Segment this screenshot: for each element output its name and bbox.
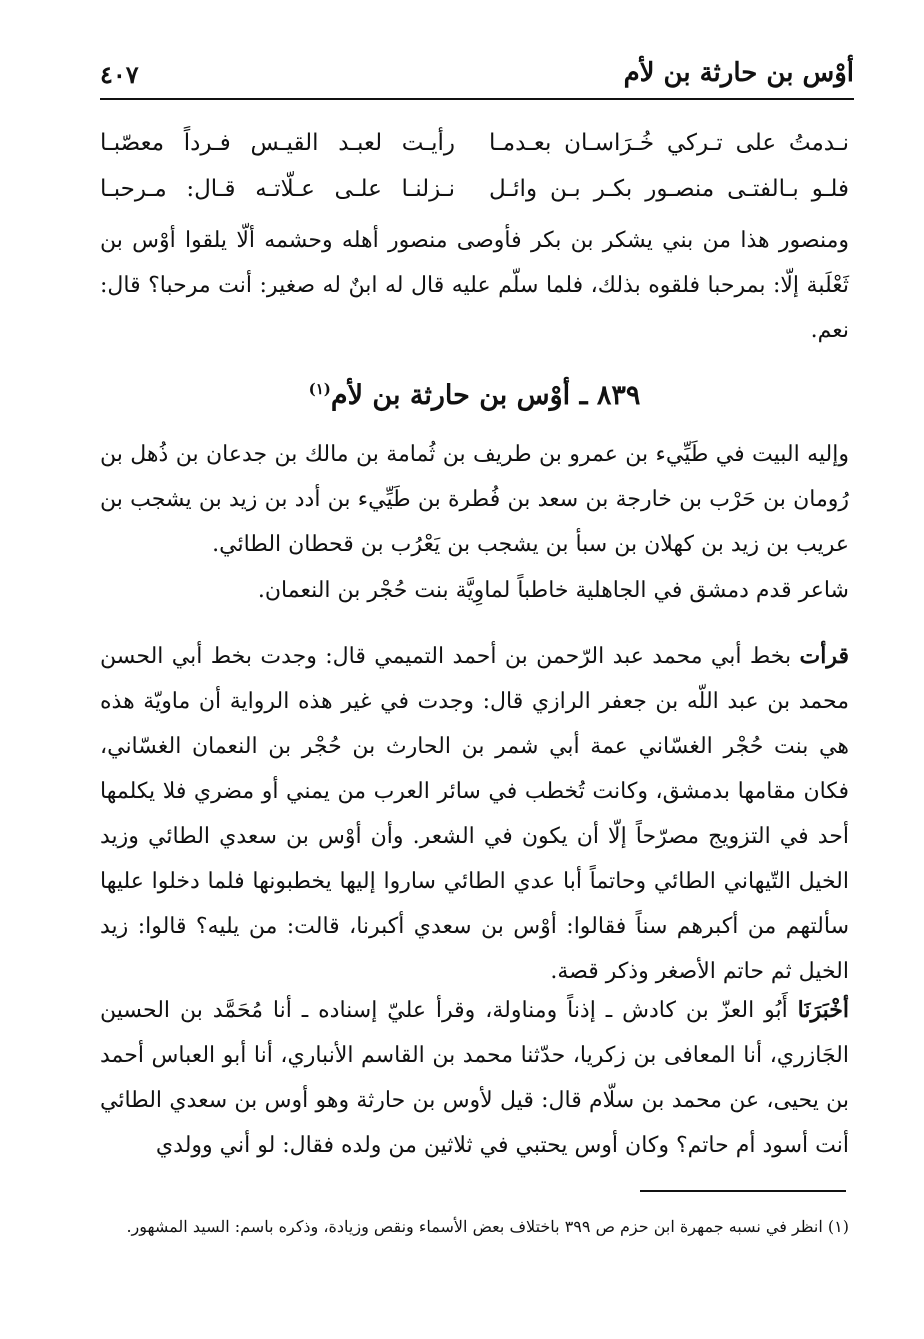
verse-hemistich-second: رأيـت لعبـد القيـس فـرداً معصّبـا <box>100 130 455 156</box>
running-title: أوْس بن حارثة بن لأم <box>623 58 854 88</box>
footnote: (١) انظر في نسبه جمهرة ابن حزم ص ٣٩٩ باختلاف بعض الأسماء ونقص وزيادة، وذكره باسم: السيد المشهور. <box>126 1217 849 1236</box>
footnote-ref: (١) <box>308 380 331 398</box>
footnote-rule <box>640 1190 846 1192</box>
verse-line <box>100 130 849 170</box>
entry-heading <box>100 380 849 411</box>
verse-hemistich-first: نـدمتُ على تـركي خُـرَاسـان بعـدمـا <box>489 130 849 156</box>
paragraph-body: بخط أبي محمد عبد الرّحمن بن أحمد التميمي قال: وجدت بخط أبي الحسن محمد بن عبد اللّه بن جعفر الرازي قال: وجدت في غير هذه الرواية أن ماويّة هذه هي بنت حُجْر الغسّاني عمة أبي شمر بن الحارث بن حُجْر بن النعمان الغسّاني، فكان مقامها بدمشق، وكانت تُخطب في سائر العرب من يمني أو مضري فلا يكلمها أحد في التزويج مصرّحاً إلّا أن يكون في الشعر. وأن أوْس بن سعدي الطائي وزيد الخيل التّيهاني الطائي وحاتماً أبا عدي الطائي ساروا إليها يخطبونها فلما دخلوا عليها سألتهم من أكبرهم سناً فقالوا: أوْس بن سعدي أكبرنا، قالت: من يليه؟ قالوا: زيد الخيل ثم حاتم الأصغر وذكر قصة. <box>100 644 849 984</box>
running-header <box>100 58 854 98</box>
entry-heading-text: ٨٣٩ ـ أوْس بن حارثة بن لأم <box>330 380 641 411</box>
paragraph-lead-word: قرأت <box>799 643 849 669</box>
verse-line <box>100 176 849 216</box>
paragraph-reading <box>100 634 849 994</box>
paragraph-body: أَبُو العزّ بن كادش ـ إذناً ومناولة، وقرأ عليّ إسناده ـ أنا مُحَمَّد بن الحسين الجَازري، أنا المعافى بن زكريا، حدّثنا محمد بن القاسم الأنباري، أنا أبو العباس أحمد بن يحيى، عن محمد بن سلّام قال: قيل لأوس بن حارثة وهو أوس بن سعدي الطائي أنت أسود أم حاتم؟ وكان أوس يحتبي في ثلاثين من ولده فقال: لو أني وولدي <box>100 998 849 1158</box>
paragraph-poet-note: شاعر قدم دمشق في الجاهلية خاطباً لماوِيَّة بنت حُجْر بن النعمان. <box>257 578 849 603</box>
paragraph-lineage: وإليه البيت في طَيِّيء بن عمرو بن طريف بن ثُمامة بن مالك بن جدعان بن ذُهل بن رُومان بن حَرْب بن خارجة بن سعد بن فُطرة بن طَيِّيء بن أدد بن زيد بن يشجب بن عريب بن زيد بن كهلان بن سبأ بن يشجب بن يَعْرُب بن قحطان الطائي. <box>100 442 849 557</box>
verse-hemistich-first: فلـو بـالفتـى منصـور بكـر بـن وائـل <box>489 176 849 202</box>
paragraph-report <box>100 988 849 1168</box>
verse-hemistich-second: نـزلنـا علـى عـلّاتـه قـال: مـرحبـا <box>100 176 455 202</box>
header-rule <box>100 98 854 100</box>
page-number: ٤٠٧ <box>100 60 139 89</box>
paragraph-intro: ومنصور هذا من بني يشكر بن بكر فأوصى منصور أهله وحشمه ألّا يلقوا أوْس بن ثَعْلَبة إلّا: بمرحبا فلقوه بذلك، فلما سلّم عليه قال له ابنٌ له صغير: أنت مرحبا؟ قال: نعم. <box>100 228 849 343</box>
paragraph-lead-word: أخْبَرَنَا <box>797 997 849 1023</box>
